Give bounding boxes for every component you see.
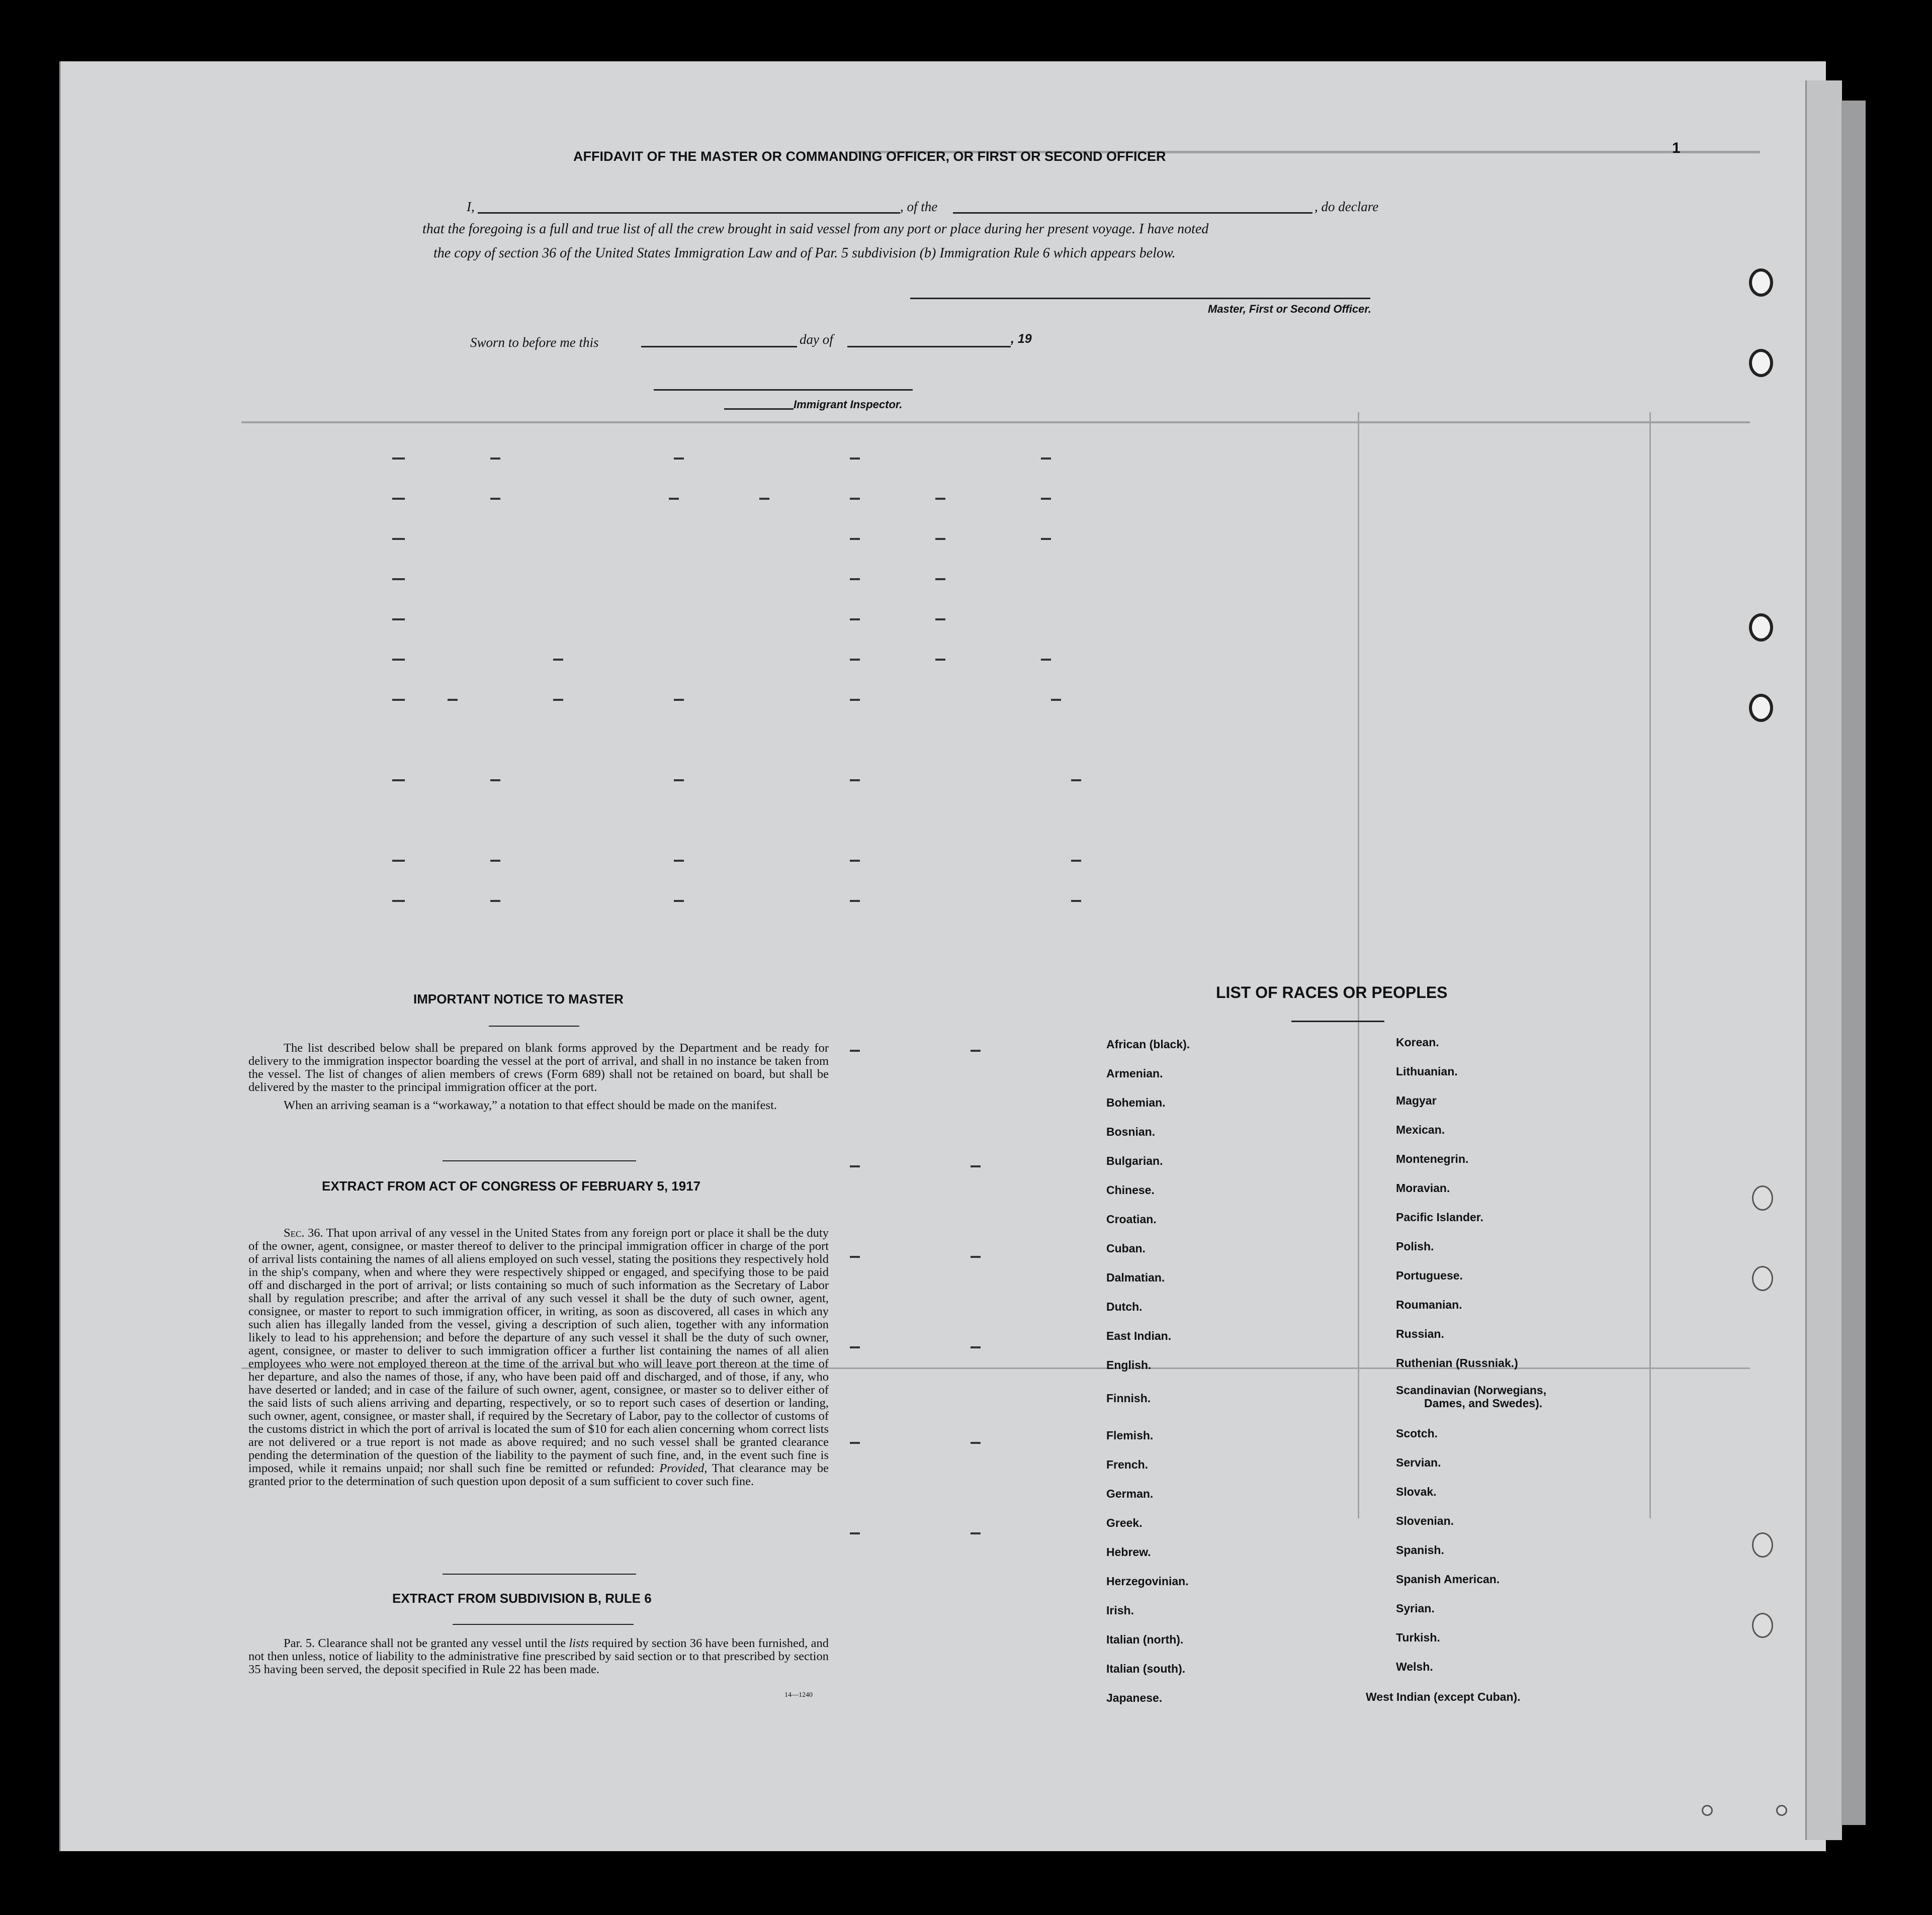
rule-title-rule bbox=[453, 1624, 634, 1625]
race-right: Turkish. bbox=[1396, 1631, 1440, 1644]
lists-word: lists bbox=[569, 1636, 589, 1650]
race-left: Dalmatian. bbox=[1106, 1271, 1165, 1284]
affidavit-do-declare: , do declare bbox=[1314, 199, 1379, 214]
race-right: Roumanian. bbox=[1396, 1298, 1462, 1311]
race-right: Lithuanian. bbox=[1396, 1065, 1458, 1078]
punch-hole bbox=[1752, 1532, 1773, 1558]
day-of-label: day of bbox=[800, 332, 833, 347]
sworn-label: Sworn to before me this bbox=[470, 335, 599, 350]
race-left: Italian (north). bbox=[1106, 1633, 1184, 1646]
section-divider bbox=[443, 1160, 636, 1161]
races-title-rule bbox=[1291, 1021, 1384, 1022]
signature-caption: Master, First or Second Officer. bbox=[1208, 303, 1371, 315]
race-right: Ruthenian (Russniak.) bbox=[1396, 1356, 1518, 1370]
inspector-signature-line bbox=[654, 389, 913, 391]
race-right: Spanish American. bbox=[1396, 1573, 1500, 1586]
master-signature-line bbox=[910, 298, 1370, 299]
punch-hole bbox=[1749, 613, 1773, 642]
race-right: Dames, and Swedes). bbox=[1424, 1397, 1543, 1410]
sec-36-tail: That clearance may be granted prior to the determination of such question upon deposit of a sum sufficient to cover such fine. bbox=[248, 1462, 829, 1488]
par-5-text: required by section 36 have been furnished, and not then unless, notice of liability to the administrative fine prescribed by said section or to that prescribed by section 35 having been served, the deposit specified in Rule 22 has been made. bbox=[248, 1636, 829, 1676]
vessel-name-line bbox=[953, 212, 1312, 214]
affidavit-of-the: , of the bbox=[900, 199, 938, 214]
race-left: Croatian. bbox=[1106, 1213, 1157, 1226]
race-right: Scotch. bbox=[1396, 1427, 1438, 1440]
race-right: Scandinavian (Norwegians, bbox=[1396, 1384, 1547, 1397]
race-left: Irish. bbox=[1106, 1604, 1134, 1617]
affidavit-title: AFFIDAVIT OF THE MASTER OR COMMANDING OFFICER, OR FIRST OR SECOND OFFICER bbox=[573, 149, 1166, 164]
inspector-name-line bbox=[724, 408, 794, 410]
race-right: Russian. bbox=[1396, 1327, 1444, 1340]
affidavit-i-label: I, bbox=[467, 199, 475, 214]
race-right: Spanish. bbox=[1396, 1543, 1444, 1557]
race-left: East Indian. bbox=[1106, 1329, 1172, 1342]
notice-body bbox=[248, 1042, 829, 1117]
form-number: 14—1240 bbox=[784, 1691, 813, 1699]
affidavit-line-1: that the foregoing is a full and true list of all the crew brought in said vessel from any port or place during her present voyage. I have noted bbox=[422, 221, 1209, 237]
master-name-line bbox=[478, 212, 900, 214]
rule-extract-body bbox=[248, 1637, 829, 1676]
month-line bbox=[847, 346, 1011, 347]
race-left: Dutch. bbox=[1106, 1300, 1143, 1313]
punch-hole bbox=[1752, 1186, 1773, 1211]
race-left: Chinese. bbox=[1106, 1183, 1155, 1197]
sec-36-text: That upon arrival of any vessel in the United States from any foreign port or place it shall be the duty of the owner, agent, consignee, or master thereof to deliver to the principal immigration officer in charge of the port of arrival lists containing the names of all aliens employed on such vessel, stating the positions they respectively hold in the ship's company, when and where they were respectively shipped or engaged, and specifying those to be paid off and discharged in the port of arrival; or lists containing so much of such information as the Secretary of Labor shall by regulation prescribe; and after the arrival of any such vessel it shall be the duty of such owner, agent, consignee, or master to report to such immigration officer, in writing, as soon as discovered, all cases in which any such alien has illegally landed from the vessel, giving a description of such alien, together with any information likely to lead to his apprehension; and before the departure of any such vessel it shall be the duty of such owner, agent, consignee, or master to deliver to such immigration officer a further list containing the names of all alien employees who were not employed thereon at the time of the arrival but who will leave port thereon at the time of her departure, and also the names of those, if any, who have been paid off and discharged, and of those, if any, who have deserted or landed; and in case of the failure of such owner, agent, consignee, or master so to deliver either of the said lists of such aliens arriving and departing, respectively, or so to report such cases of desertion or landing, such owner, agent, consignee, or master shall, if required by the Secretary of Labor, pay to the collector of customs of the customs district in which the port of arrival is located the sum of $10 for each alien concerning whom correct lists are not delivered or a true report is not made as above required; and no such vessel shall be granted clearance pending the determination of the question of the liability to the payment of such fine, and, in the event such fine is imposed, while it remains unpaid; nor shall such fine be remitted or refunded: bbox=[248, 1226, 829, 1475]
race-right: Korean. bbox=[1396, 1036, 1439, 1049]
punch-hole bbox=[1749, 349, 1773, 377]
race-left: African (black). bbox=[1106, 1038, 1190, 1051]
punch-hole bbox=[1752, 1266, 1773, 1291]
race-right: Slovenian. bbox=[1396, 1514, 1454, 1527]
race-left: Cuban. bbox=[1106, 1242, 1146, 1255]
section-divider bbox=[443, 1574, 636, 1575]
punch-hole bbox=[1749, 268, 1773, 297]
races-title: LIST OF RACES OR PEOPLES bbox=[1216, 983, 1448, 1001]
race-left: French. bbox=[1106, 1458, 1149, 1471]
notice-paragraph-2: When an arriving seaman is a “workaway,” a notation to that effect should be made on the manifest. bbox=[284, 1099, 777, 1112]
race-left: Armenian. bbox=[1106, 1067, 1163, 1080]
punch-hole bbox=[1752, 1613, 1773, 1638]
race-right: Servian. bbox=[1396, 1456, 1441, 1469]
sworn-day-line bbox=[641, 346, 797, 347]
notice-paragraph-1: The list described below shall be prepared on blank forms approved by the Department and be ready for delivery to the immigration inspector boarding the vessel at the port of arrival, and shall in no instance be taken from the vessel. The list of changes of alien members of crews (Form 689) shall not be retained on board, but shall be delivered by the master to the principal immigration officer at the port. bbox=[248, 1041, 829, 1094]
affidavit-line-2: the copy of section 36 of the United States Immigration Law and of Par. 5 subdivision (b) Immigration Rule 6 which appears below. bbox=[433, 245, 1176, 261]
race-right: Moravian. bbox=[1396, 1181, 1450, 1195]
race-left: Japanese. bbox=[1106, 1691, 1163, 1704]
rule-extract-title: EXTRACT FROM SUBDIVISION B, RULE 6 bbox=[392, 1591, 652, 1606]
par-5-lead: Par. 5. Clearance shall not be granted any vessel until the bbox=[284, 1636, 566, 1650]
sec-label: Sec. 36. bbox=[284, 1226, 323, 1240]
race-left: German. bbox=[1106, 1487, 1154, 1500]
rivet bbox=[1776, 1805, 1787, 1816]
notice-title-rule bbox=[489, 1026, 579, 1027]
race-left: Flemish. bbox=[1106, 1429, 1154, 1442]
act-extract-title: EXTRACT FROM ACT OF CONGRESS OF FEBRUARY 5, 1917 bbox=[322, 1178, 701, 1194]
race-right: Portuguese. bbox=[1396, 1269, 1463, 1282]
race-right: Montenegrin. bbox=[1396, 1152, 1469, 1165]
race-left: English. bbox=[1106, 1358, 1152, 1372]
act-extract-body bbox=[248, 1227, 829, 1488]
race-right: Slovak. bbox=[1396, 1485, 1437, 1498]
race-left: Greek. bbox=[1106, 1516, 1143, 1529]
punch-hole bbox=[1749, 694, 1773, 722]
race-right: Polish. bbox=[1396, 1240, 1434, 1253]
notice-title: IMPORTANT NOTICE TO MASTER bbox=[413, 991, 624, 1007]
year-label: , 19 bbox=[1011, 332, 1032, 346]
rivet bbox=[1702, 1805, 1713, 1816]
inspector-caption: Immigrant Inspector. bbox=[794, 398, 903, 411]
race-right: Pacific Islander. bbox=[1396, 1211, 1483, 1224]
race-left: Herzegovinian. bbox=[1106, 1575, 1189, 1588]
race-right: Magyar bbox=[1396, 1094, 1437, 1107]
margin-mark: 1 bbox=[1672, 140, 1681, 156]
race-right: Welsh. bbox=[1396, 1660, 1433, 1673]
race-left: Bosnian. bbox=[1106, 1125, 1156, 1138]
race-right: Mexican. bbox=[1396, 1123, 1445, 1136]
race-left: Bohemian. bbox=[1106, 1096, 1166, 1109]
race-left: Hebrew. bbox=[1106, 1545, 1151, 1559]
provided-word: Provided, bbox=[659, 1462, 708, 1475]
race-left: Italian (south). bbox=[1106, 1662, 1186, 1675]
race-right: Syrian. bbox=[1396, 1602, 1435, 1615]
race-left: Finnish. bbox=[1106, 1392, 1151, 1405]
race-left: Bulgarian. bbox=[1106, 1154, 1163, 1167]
race-right: West Indian (except Cuban). bbox=[1366, 1690, 1521, 1703]
